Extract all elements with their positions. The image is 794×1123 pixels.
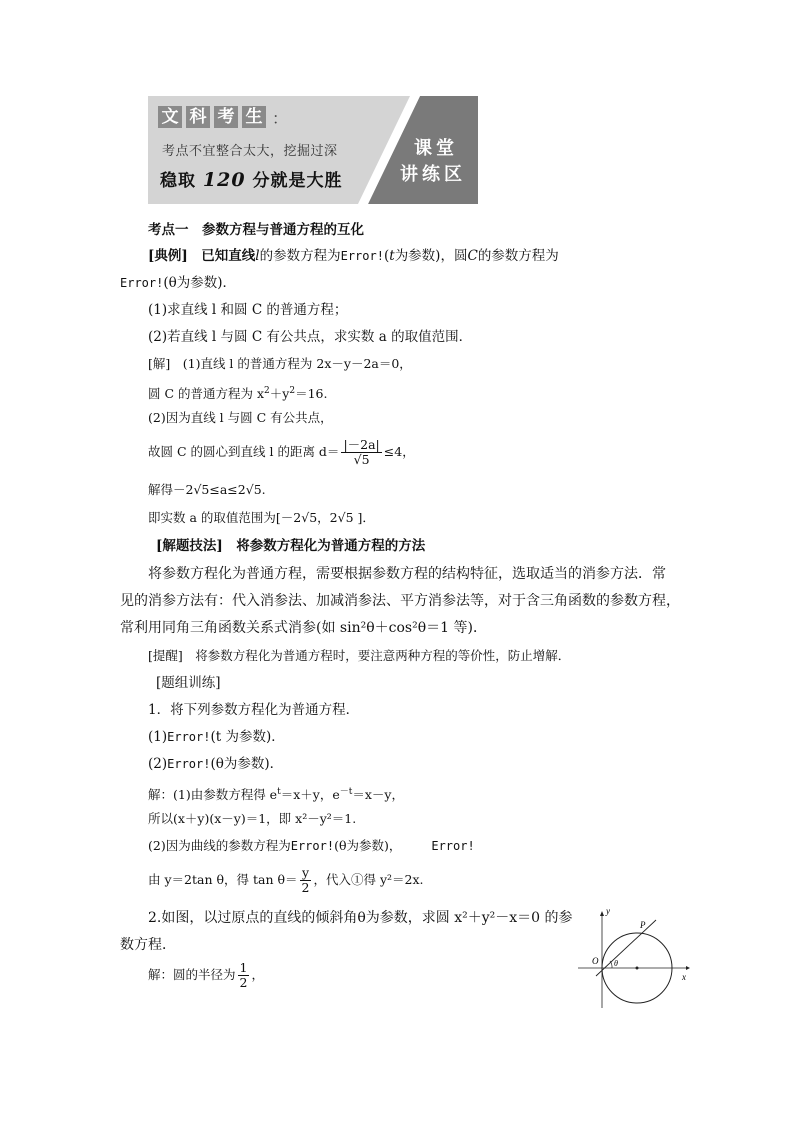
banner-subtitle: 考点不宜整合太大，挖掘过深 bbox=[162, 144, 338, 159]
point-p-label: P bbox=[640, 920, 646, 930]
x-axis-label: x bbox=[682, 972, 686, 982]
section-banner bbox=[148, 96, 478, 204]
exercise-1-solution-1: 解：(1)由参数方程得 $e^t=x+y$，$e^{-t}=x-y$， bbox=[148, 787, 404, 803]
circle-figure bbox=[572, 906, 692, 1010]
solution-line-3: (2)因为直线 l 与圆 C 有公共点， bbox=[148, 410, 333, 425]
banner-colon: ： bbox=[272, 109, 289, 128]
circle-center-dot bbox=[636, 967, 639, 970]
topic-heading: 考点一 参数方程与普通方程的互化 bbox=[148, 222, 364, 238]
exercise-1-title: 1．将下列参数方程化为普通方程． bbox=[148, 702, 360, 718]
y-axis-label: y bbox=[606, 906, 610, 916]
line-through-origin bbox=[596, 920, 656, 976]
exercise-2-solution-1: 解：圆的半径为 $\frac{1}{2}$ ， bbox=[148, 960, 264, 990]
solution-line-1: [解] (1)直线 l 的普通方程为 2x－y－2a＝0， bbox=[148, 356, 412, 371]
banner-chip-3: 考 bbox=[214, 106, 238, 128]
solution-line-2: 圆 C 的普通方程为 $x^2+y^2=16$. bbox=[148, 386, 328, 402]
method-line-3: 常利用同角三角函数关系式消参(如 sin²θ＋cos²θ＝1 等)． bbox=[120, 620, 487, 636]
example-line-1: [典例] 已知直线l的参数方程为Error!(t为参数)，圆C的参数方程为 bbox=[148, 248, 559, 264]
exercise-1-solution-4: 由 y＝2tan θ，得 tan θ＝ $\frac{y}{2}$ ，代入①得 y²＝2x. bbox=[148, 865, 424, 895]
method-heading: [解题技法] 将参数方程化为普通方程的方法 bbox=[156, 538, 426, 554]
exercise-1-part-1: (1)Error!(t 为参数)． bbox=[148, 729, 285, 745]
exercise-1-solution-2: 所以(x＋y)(x－y)＝1，即 x²－y²＝1. bbox=[148, 811, 357, 826]
exercise-2-line-1: 2.如图，以过原点的直线的倾斜角θ为参数，求圆 x²＋y²－x＝0 的参 bbox=[148, 910, 573, 926]
solution-line-4: 故圆 C 的圆心到直线 l 的距离 d＝ $\frac{|-2a|}{√5}$ ≤4， bbox=[148, 437, 415, 467]
banner-chip-1: 文 bbox=[158, 106, 182, 128]
method-line-1: 将参数方程化为普通方程，需要根据参数方程的结构特征，选取适当的消参方法．常 bbox=[148, 566, 666, 582]
origin-label: O bbox=[592, 956, 599, 966]
reminder-line: [提醒] 将参数方程化为普通方程时，要注意两种方程的等价性，防止增解． bbox=[148, 648, 571, 663]
banner-right-line-2: 讲练区 bbox=[400, 164, 466, 185]
theta-label: θ bbox=[614, 959, 618, 968]
radius-fraction: $\frac{1}{2}$ bbox=[239, 960, 248, 990]
solution-line-6: 即实数 a 的取值范围为[－2√5，2√5 ]． bbox=[148, 510, 375, 525]
question-1: (1)求直线 l 和圆 C 的普通方程； bbox=[148, 302, 348, 318]
banner-chip-2: 科 bbox=[186, 106, 210, 128]
tan-fraction: $\frac{y}{2}$ bbox=[301, 865, 310, 895]
practice-heading: [题组训练] bbox=[156, 675, 221, 691]
exercise-1-part-2: (2)Error!(θ为参数)． bbox=[148, 756, 284, 772]
question-2: (2)若直线 l 与圆 C 有公共点，求实数 a 的取值范围． bbox=[148, 329, 473, 345]
distance-fraction: $\frac{|-2a|}{√5}$ bbox=[343, 437, 380, 467]
exercise-2-line-2: 数方程． bbox=[120, 937, 176, 953]
solution-line-5: 解得－2√5≤a≤2√5. bbox=[148, 482, 266, 497]
method-line-2: 见的消参方法有：代入消参法、加减消参法、平方消参法等，对于含三角函数的参数方程， bbox=[120, 593, 680, 609]
exercise-1-solution-3: (2)因为曲线的参数方程为Error!(θ为参数)， Error! bbox=[148, 838, 475, 853]
banner-slogan: 稳取 120 分就是大胜 bbox=[160, 169, 343, 191]
example-line-2: Error!(θ为参数)． bbox=[120, 275, 237, 291]
banner-chip-4: 生 bbox=[242, 106, 266, 128]
banner-right-line-1: 课堂 bbox=[414, 138, 458, 159]
